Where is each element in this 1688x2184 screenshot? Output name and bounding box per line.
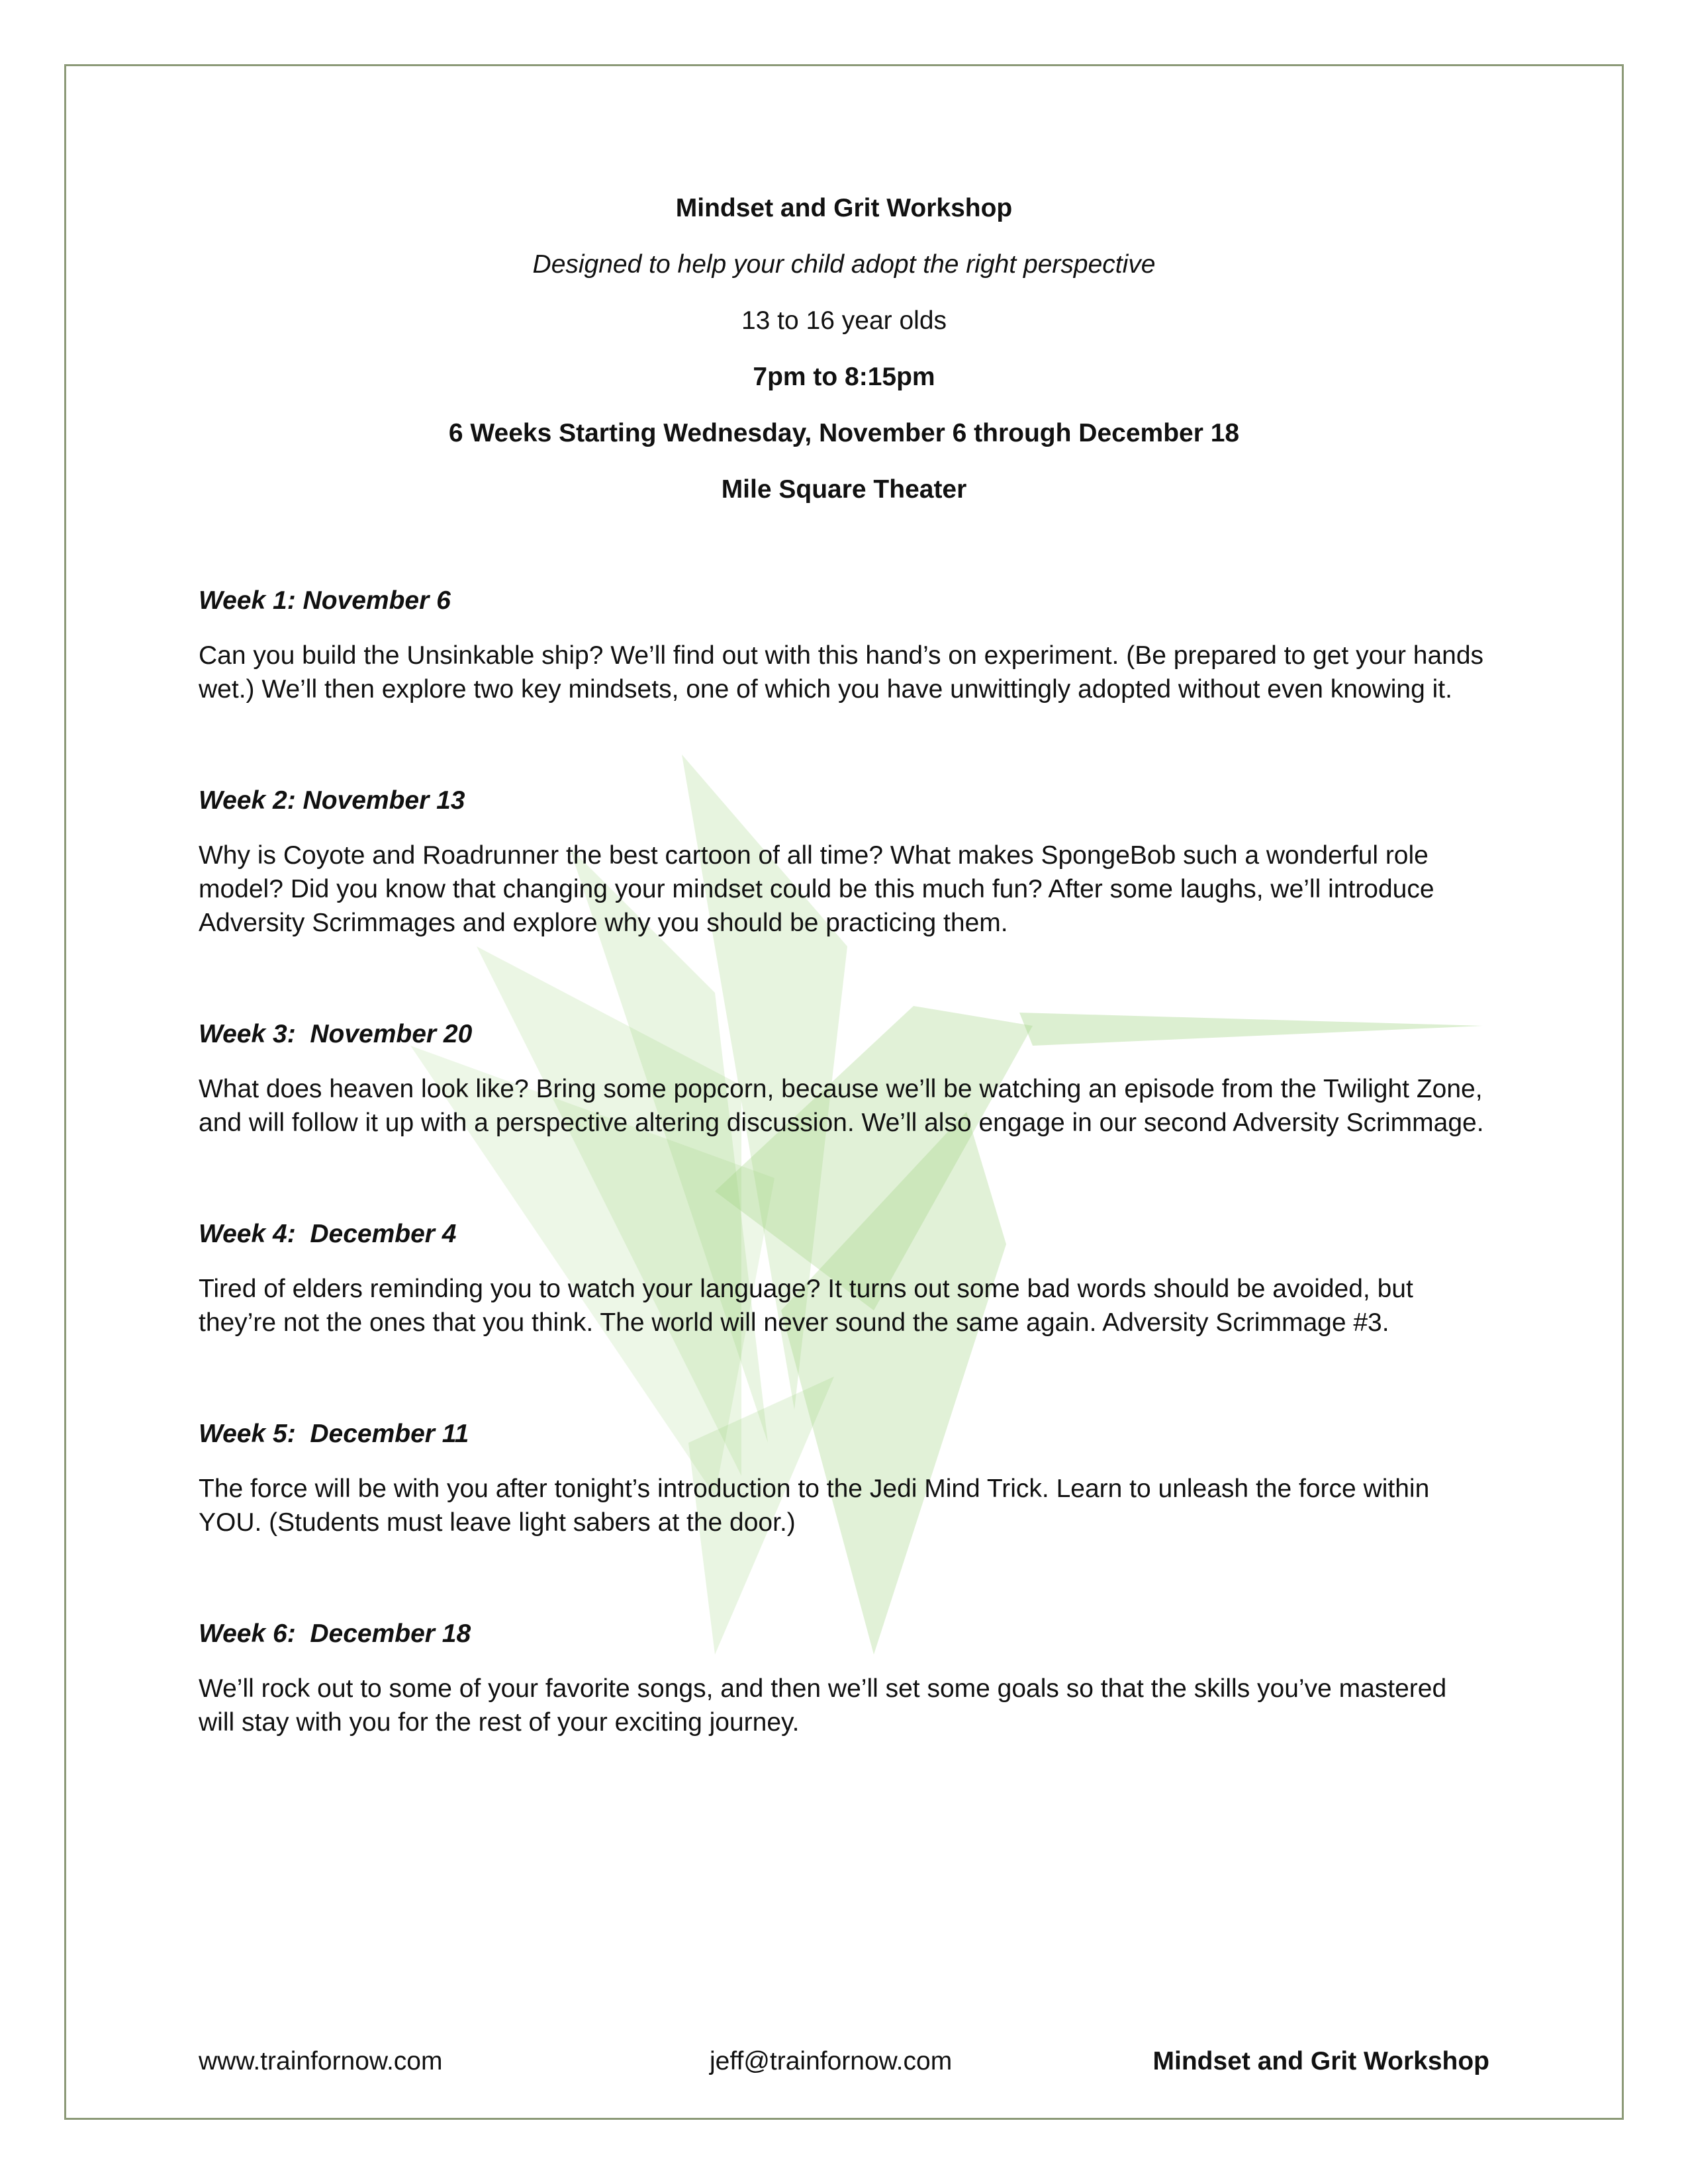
workshop-title: Mindset and Grit Workshop <box>675 194 1013 222</box>
age-range: 13 to 16 year olds <box>741 306 947 335</box>
week-section <box>199 1218 1489 1340</box>
footer-email-link[interactable]: jeff@trainfornow.com <box>710 2047 953 2075</box>
workshop-subtitle: Designed to help your child adopt the right perspective <box>532 250 1156 279</box>
week-section <box>199 584 1489 706</box>
session-dates: 6 Weeks Starting Wednesday, November 6 through December 18 <box>448 419 1240 447</box>
week-description: We’ll rock out to some of your favorite songs, and then we’ll set some goals so that the skills you’ve mastered will stay with you for the rest of your exciting journey. <box>199 1674 1447 1737</box>
week-description: What does heaven look like? Bring some popcorn, because we’ll be watching an episode from the Twilight Zone, and will follow it up with a perspective altering discussion. We’ll also engage in our second Adversity Scrimmage. <box>199 1075 1484 1137</box>
week-section <box>199 1617 1489 1739</box>
week-title: Week 3: November 20 <box>199 1020 473 1048</box>
document-body <box>199 192 1489 1739</box>
session-time: 7pm to 8:15pm <box>753 363 935 391</box>
week-section <box>199 1418 1489 1539</box>
week-title: Week 1: November 6 <box>199 586 451 615</box>
week-description: Tired of elders reminding you to watch your language? It turns out some bad words should be avoided, but they’re not the ones that you think. The world will never sound the same again. Adversity Scrimmage #3. <box>199 1275 1413 1337</box>
week-description: The force will be with you after tonight’s introduction to the Jedi Mind Trick. Learn to unleash the force within YOU. (Students must leave light sabers at the door.) <box>199 1475 1430 1537</box>
week-section <box>199 784 1489 940</box>
week-title: Week 4: December 4 <box>199 1220 457 1248</box>
footer-website-link[interactable]: www.trainfornow.com <box>199 2047 443 2075</box>
week-title: Week 5: December 11 <box>199 1420 469 1448</box>
footer-title: Mindset and Grit Workshop <box>1152 2047 1489 2075</box>
week-title: Week 2: November 13 <box>199 786 465 815</box>
week-description: Can you build the Unsinkable ship? We’ll find out with this hand’s on experiment. (Be prepared to get your hands wet.) We’ll then explore two key mindsets, one of which you have unwittingly adopted without even knowing it. <box>199 641 1484 704</box>
venue: Mile Square Theater <box>721 475 967 504</box>
week-section <box>199 1018 1489 1140</box>
week-description: Why is Coyote and Roadrunner the best cartoon of all time? What makes SpongeBob such a wonderful role model? Did you know that changing your mindset could be this much fun? After some laughs, we’ll introduce Adversity Scrimmages and explore why you should be practicing them. <box>199 841 1434 937</box>
week-title: Week 6: December 18 <box>199 1619 471 1648</box>
